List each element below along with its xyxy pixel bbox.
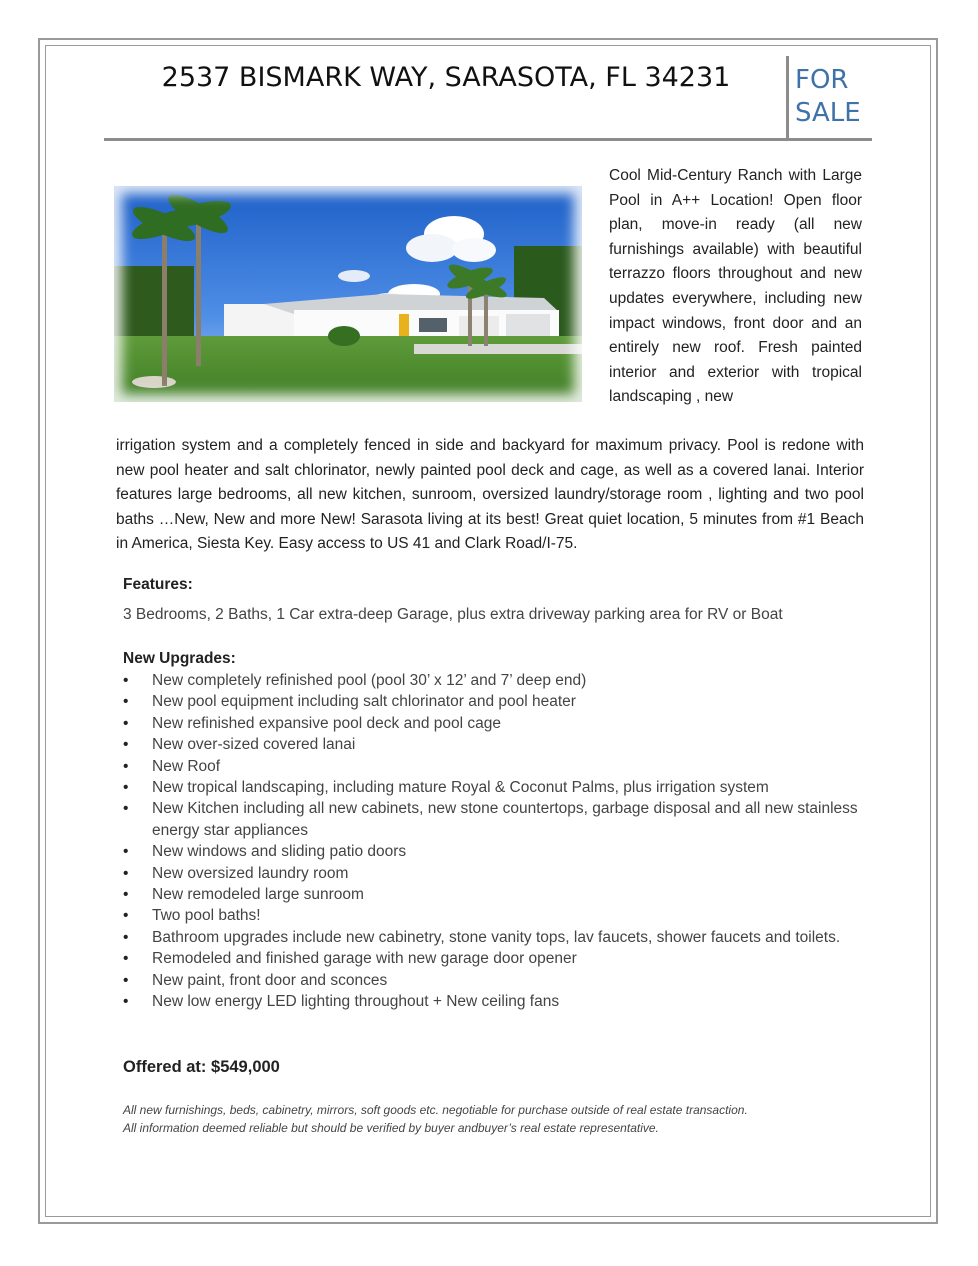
- upgrade-item-text: New over-sized covered lanai: [152, 736, 356, 754]
- upgrade-item-text: New Roof: [152, 757, 221, 775]
- upgrade-item-text: New pool equipment including salt chlorinator and pool heater: [152, 693, 576, 711]
- upgrade-item-text: New remodeled large sunroom: [152, 886, 364, 904]
- for-sale-badge: [795, 64, 875, 130]
- upgrade-item: [123, 863, 863, 884]
- upgrade-item: [123, 713, 863, 734]
- upgrade-item-text: New low energy LED lighting throughout + New ceiling fans: [152, 993, 560, 1011]
- bullet-icon: •: [123, 971, 129, 989]
- bullet-icon: •: [123, 907, 129, 925]
- bullet-icon: •: [123, 779, 129, 797]
- house-photo: [114, 186, 582, 402]
- offered-label: Offered at:: [123, 1058, 207, 1076]
- upgrade-item-text: New paint, front door and sconces: [152, 971, 388, 989]
- upgrade-item: [123, 948, 863, 969]
- upgrade-item: [123, 927, 863, 948]
- bullet-icon: •: [123, 736, 129, 754]
- disclaimer-line1: All new furnishings, beds, cabinetry, mirrors, soft goods etc. negotiable for purchase outside of real estate transaction.: [123, 1103, 748, 1117]
- upgrade-item-text: New Kitchen including all new cabinets, new stone countertops, garbage disposal and all new stainless energy star appliances: [152, 800, 858, 839]
- bullet-icon: •: [123, 757, 129, 775]
- bullet-icon: •: [123, 672, 129, 689]
- upgrade-item-text: Bathroom upgrades include new cabinetry, stone vanity tops, lav faucets, shower faucets and toilets.: [152, 928, 841, 946]
- header-divider-vertical: [786, 56, 789, 138]
- upgrade-item: [123, 798, 863, 841]
- upgrade-item: [123, 970, 863, 991]
- upgrade-item-text: Two pool baths!: [152, 907, 261, 925]
- upgrade-item-text: Remodeled and finished garage with new garage door opener: [152, 950, 577, 968]
- upgrade-item: [123, 841, 863, 862]
- bullet-icon: •: [123, 886, 129, 904]
- upgrade-item-text: New windows and sliding patio doors: [152, 843, 407, 861]
- bullet-icon: •: [123, 928, 129, 946]
- upgrade-item: [123, 991, 863, 1012]
- for-sale-line2: SALE: [795, 98, 861, 128]
- upgrade-item: [123, 884, 863, 905]
- upgrade-item-text: New oversized laundry room: [152, 864, 349, 882]
- bullet-icon: •: [123, 693, 129, 711]
- bullet-icon: •: [123, 993, 129, 1011]
- upgrade-item: [123, 734, 863, 755]
- upgrades-list: [123, 670, 863, 1013]
- upgrades-heading: New Upgrades:: [123, 650, 236, 667]
- features-text: 3 Bedrooms, 2 Baths, 1 Car extra-deep Garage, plus extra driveway parking area for RV or Boat: [123, 606, 783, 623]
- property-address: 2537 BISMARK WAY, SARASOTA, FL 34231: [161, 62, 731, 93]
- upgrade-item-text: New tropical landscaping, including mature Royal & Coconut Palms, plus irrigation system: [152, 779, 769, 797]
- description-right-column: Cool Mid-Century Ranch with Large Pool in A++ Location! Open floor plan, move-in ready (all new furnishings available) with beautiful terrazzo floors throughout and new updates everywhere, including new impact windows, front door and an entirely new roof. Fresh painted interior and exterior with tropical landscaping , new: [609, 167, 862, 406]
- bullet-icon: •: [123, 843, 129, 861]
- upgrade-item: [123, 756, 863, 777]
- upgrade-item: [123, 777, 863, 798]
- upgrade-item: [123, 905, 863, 926]
- disclaimer-line2: All information deemed reliable but should be verified by buyer andbuyer’s real estate representative.: [123, 1121, 659, 1135]
- for-sale-line1: FOR: [795, 65, 849, 95]
- upgrade-item-text: New refinished expansive pool deck and pool cage: [152, 714, 501, 732]
- upgrade-item-text: New completely refinished pool (pool 30’ x 12’ and 7’ deep end): [152, 672, 587, 689]
- upgrade-item: [123, 670, 863, 691]
- features-heading: Features:: [123, 576, 193, 593]
- description-full-width: irrigation system and a completely fenced in side and backyard for maximum privacy. Pool is redone with new pool heater and salt chlorinator, newly painted pool deck and cage, as well as a covered lanai. Interior features large bedrooms, all new kitchen, sunroom, oversized laundry/storage room , lighting and two pool baths …New, New and more New! Sarasota living at its best! Great quiet location, 5 minutes from #1 Beach in America, Siesta Key. Easy access to US 41 and Clark Road/I-75.: [116, 437, 864, 553]
- disclaimer: [123, 1101, 863, 1137]
- bullet-icon: •: [123, 800, 129, 818]
- header-divider-horizontal: [104, 138, 872, 141]
- bullet-icon: •: [123, 950, 129, 968]
- bullet-icon: •: [123, 864, 129, 882]
- offered-price: [123, 1058, 280, 1077]
- bullet-icon: •: [123, 714, 129, 732]
- price-value: $549,000: [211, 1058, 280, 1076]
- upgrade-item: [123, 691, 863, 712]
